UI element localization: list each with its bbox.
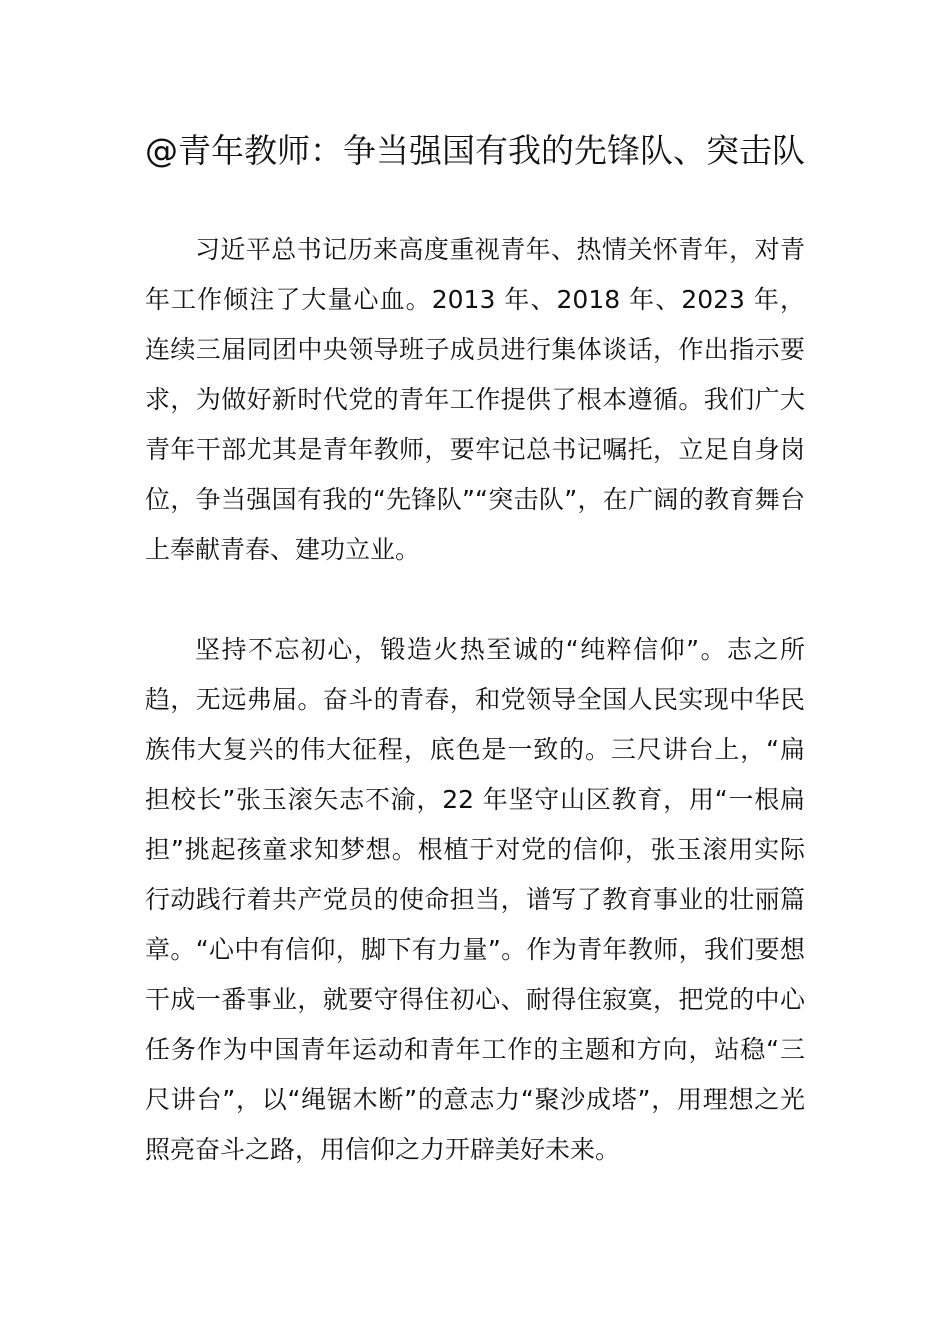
paragraph-faith: 坚持不忘初心，锻造火热至诚的“纯粹信仰”。志之所趋，无远弗届。奋斗的青春，和党领导全国人民实现中华民族伟大复兴的伟大征程，底色是一致的。三尺讲台上，“扁担校长”张玉滚矢志不渝，22 年坚守山区教育，用“一根扁担”挑起孩童求知梦想。根植于对党的信仰，张玉滚用实际行动践行着共产党员的使命担当，谱写了教育事业的壮丽篇章。“心中有信仰，脚下有力量”。作为青年教师，我们要想干成一番事业，就要守得住初心、耐得住寂寞，把党的中心任务作为中国青年运动和青年工作的主题和方向，站稳“三尺讲台”，以“绳锯木断”的意志力“聚沙成塔”，用理想之光照亮奋斗之路，用信仰之力开辟美好未来。 [145, 635, 805, 1164]
paragraph-intro: 习近平总书记历来高度重视青年、热情关怀青年，对青年工作倾注了大量心血。2013 年、2018 年、2023 年，连续三届同团中央领导班子成员进行集体谈话，作出指示要求，为做好新时代党的青年工作提供了根本遵循。我们广大青年干部尤其是青年教师，要牢记总书记嘱托，立足自身岗位，争当强国有我的“先锋队”“突击队”，在广阔的教育舞台上奉献青春、建功立业。 [145, 235, 805, 564]
document-title: @青年教师：争当强国有我的先锋队、突击队 [145, 131, 805, 170]
